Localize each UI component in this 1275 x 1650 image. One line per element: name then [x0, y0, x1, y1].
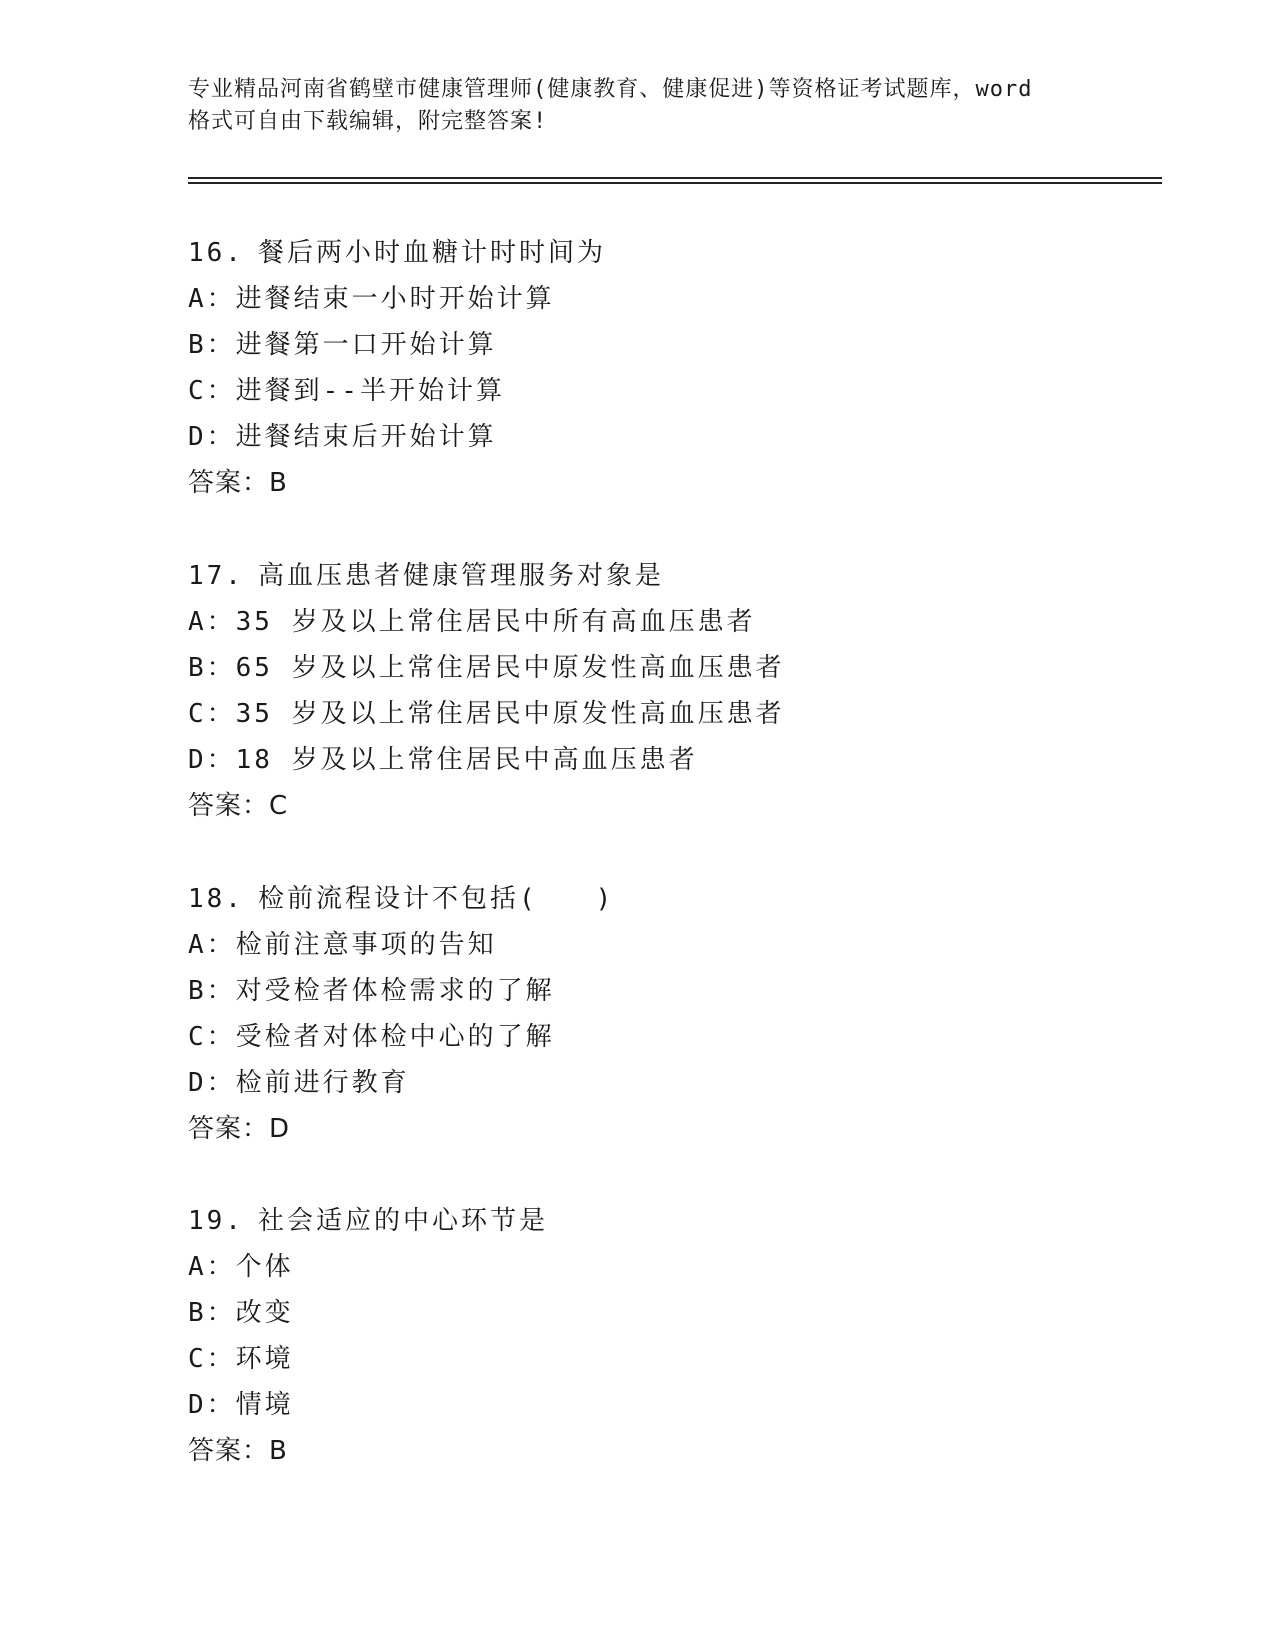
header-divider-bottom	[188, 182, 1162, 184]
option-a: A：进餐结束一小时开始计算	[188, 284, 555, 314]
question-text: 检前流程设计不包括( )	[257, 884, 615, 914]
option-c: C：环境	[188, 1344, 294, 1374]
option-d: D：检前进行教育	[188, 1068, 410, 1098]
option-a: A：个体	[188, 1252, 294, 1282]
header-divider-top	[188, 177, 1162, 179]
question-text: 餐后两小时血糖计时时间为	[257, 238, 606, 268]
question-number: 17.	[188, 561, 244, 591]
option-a: A：35 岁及以上常住居民中所有高血压患者	[188, 607, 756, 637]
question-16	[188, 230, 1088, 506]
document-header	[188, 74, 1088, 138]
option-d: D：18 岁及以上常住居民中高血压患者	[188, 745, 698, 775]
question-19	[188, 1198, 1088, 1474]
question-stem	[188, 553, 1088, 599]
option-b: B：对受检者体检需求的了解	[188, 976, 555, 1006]
option-d: D：进餐结束后开始计算	[188, 422, 497, 452]
option-c: C：进餐到--半开始计算	[188, 376, 505, 406]
option-b: B：65 岁及以上常住居民中原发性高血压患者	[188, 653, 785, 683]
question-number: 16.	[188, 238, 244, 268]
question-number: 19.	[188, 1206, 244, 1236]
question-17	[188, 553, 1088, 829]
header-line-1: 专业精品河南省鹤壁市健康管理师(健康教育、健康促进)等资格证考试题库，word	[188, 77, 1033, 102]
question-text: 高血压患者健康管理服务对象是	[257, 561, 664, 591]
option-b: B：改变	[188, 1298, 294, 1328]
option-d: D：情境	[188, 1390, 294, 1420]
question-stem	[188, 876, 1088, 922]
answer-line: 答案：D	[188, 1114, 291, 1144]
answer-line: 答案：B	[188, 1436, 288, 1466]
question-18	[188, 876, 1088, 1152]
option-c: C：受检者对体检中心的了解	[188, 1022, 555, 1052]
question-stem	[188, 230, 1088, 276]
answer-line: 答案：C	[188, 791, 289, 821]
question-text: 社会适应的中心环节是	[257, 1206, 548, 1236]
option-b: B：进餐第一口开始计算	[188, 330, 497, 360]
question-stem	[188, 1198, 1088, 1244]
option-c: C：35 岁及以上常住居民中原发性高血压患者	[188, 699, 785, 729]
header-line-2: 格式可自由下载编辑，附完整答案!	[188, 109, 548, 134]
question-number: 18.	[188, 884, 244, 914]
option-a: A：检前注意事项的告知	[188, 930, 497, 960]
answer-line: 答案：B	[188, 468, 288, 498]
